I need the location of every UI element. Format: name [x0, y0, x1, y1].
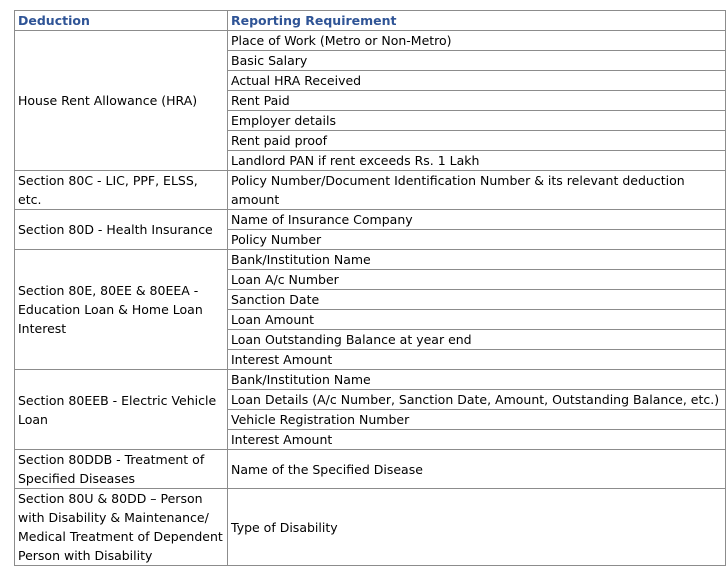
header-reporting-requirement: Reporting Requirement: [228, 11, 726, 31]
requirement-cell: Name of Insurance Company: [228, 210, 726, 230]
header-deduction: Deduction: [15, 11, 228, 31]
deduction-requirements-table: [14, 10, 726, 566]
deduction-cell: Section 80U & 80DD – Person with Disability & Maintenance/ Medical Treatment of Dependent Person with Disability: [15, 489, 228, 566]
requirement-cell: Actual HRA Received: [228, 71, 726, 91]
requirement-cell: Rent paid proof: [228, 131, 726, 151]
deduction-cell: Section 80EEB - Electric Vehicle Loan: [15, 370, 228, 450]
requirement-cell: Sanction Date: [228, 290, 726, 310]
table-row: [15, 171, 726, 210]
requirement-cell: Type of Disability: [228, 489, 726, 566]
requirement-cell: Loan Outstanding Balance at year end: [228, 330, 726, 350]
table-row: [15, 210, 726, 230]
table-row: [15, 31, 726, 51]
requirement-cell: Interest Amount: [228, 430, 726, 450]
requirement-cell: Basic Salary: [228, 51, 726, 71]
deduction-cell: Section 80E, 80EE & 80EEA - Education Loan & Home Loan Interest: [15, 250, 228, 370]
table-row: [15, 450, 726, 489]
deduction-cell: Section 80C - LIC, PPF, ELSS, etc.: [15, 171, 228, 210]
table-row: [15, 370, 726, 390]
requirement-cell: Bank/Institution Name: [228, 370, 726, 390]
table-row: [15, 489, 726, 566]
deduction-cell: Section 80DDB - Treatment of Specified Diseases: [15, 450, 228, 489]
requirement-cell: Interest Amount: [228, 350, 726, 370]
deduction-cell: House Rent Allowance (HRA): [15, 31, 228, 171]
requirement-cell: Bank/Institution Name: [228, 250, 726, 270]
requirement-cell: Vehicle Registration Number: [228, 410, 726, 430]
requirement-cell: Policy Number: [228, 230, 726, 250]
requirement-cell: Loan Details (A/c Number, Sanction Date, Amount, Outstanding Balance, etc.): [228, 390, 726, 410]
table-header-row: [15, 11, 726, 31]
deduction-cell: Section 80D - Health Insurance: [15, 210, 228, 250]
requirement-cell: Landlord PAN if rent exceeds Rs. 1 Lakh: [228, 151, 726, 171]
table-body: [15, 31, 726, 566]
requirement-cell: Rent Paid: [228, 91, 726, 111]
requirement-cell: Loan Amount: [228, 310, 726, 330]
table-row: [15, 250, 726, 270]
requirement-cell: Name of the Specified Disease: [228, 450, 726, 489]
requirement-cell: Employer details: [228, 111, 726, 131]
requirement-cell: Place of Work (Metro or Non-Metro): [228, 31, 726, 51]
requirement-cell: Loan A/c Number: [228, 270, 726, 290]
requirement-cell: Policy Number/Document Identification Number & its relevant deduction amount: [228, 171, 726, 210]
